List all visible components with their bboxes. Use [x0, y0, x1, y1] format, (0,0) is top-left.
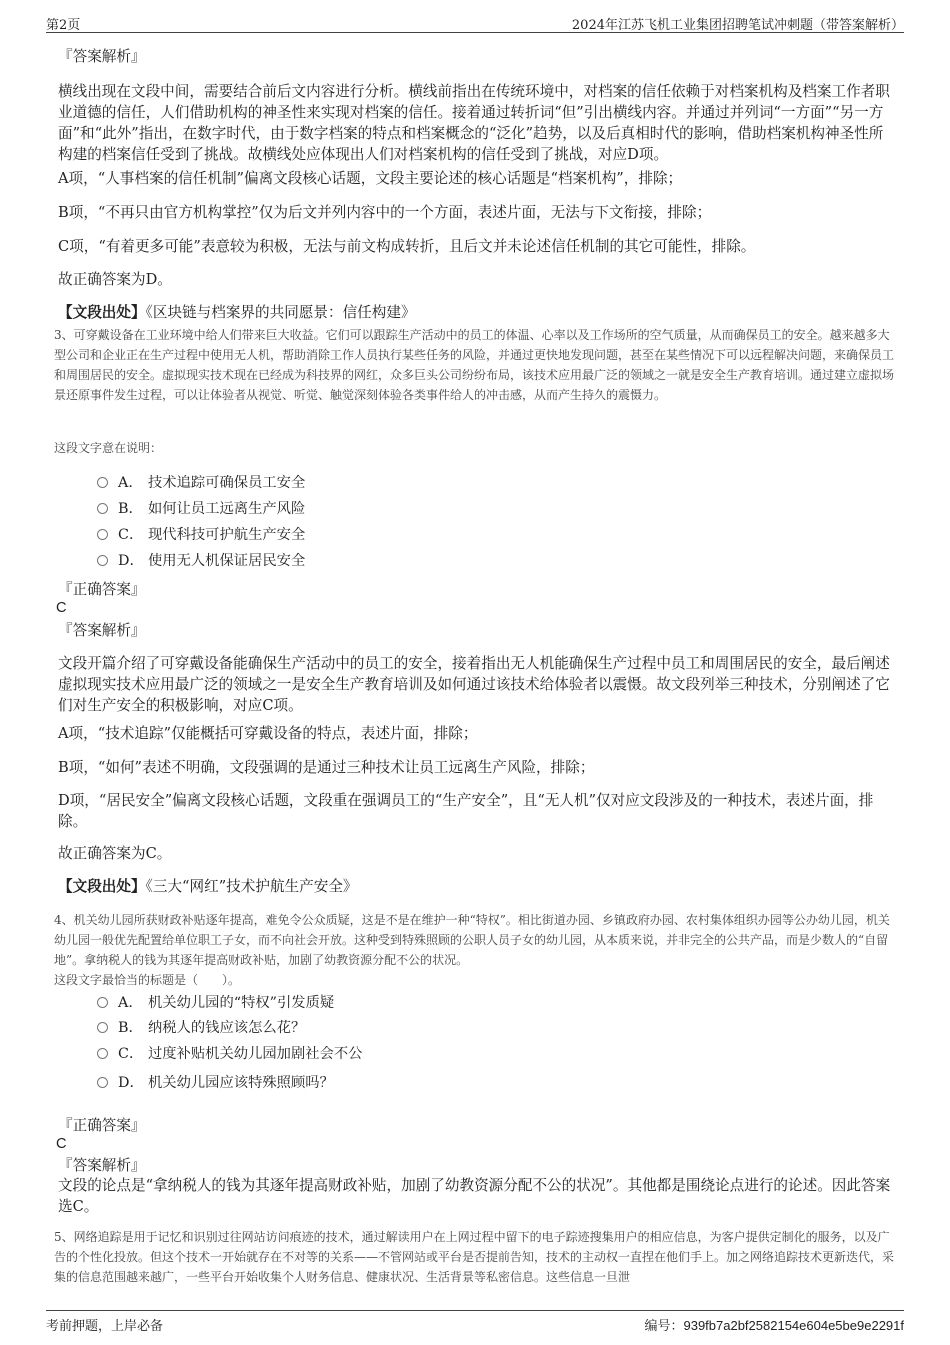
- q2-option-b-analysis: B项，“不再只由官方机构掌控”仅为后文并列内容中的一个方面，表述片面，无法与下文衔接，排除；: [58, 204, 712, 221]
- footer-slogan: 考前押题，上岸必备: [46, 1319, 164, 1334]
- q4-answer: C: [56, 1136, 67, 1152]
- q3-option-b[interactable]: B． 如何让员工远离生产风险: [97, 499, 305, 519]
- q2-option-c-analysis: C项，“有着更多可能”表意较为积极，无法与前文构成转折，且后文并未论述信任机制的其它可能性，排除。: [58, 238, 756, 255]
- footer-code: 编号：939fb7a2bf2582154e604e5be9e2291f: [644, 1318, 904, 1334]
- radio-icon[interactable]: [97, 555, 108, 566]
- page-header: [46, 12, 904, 33]
- q4-analysis-label: 『答案解析』: [58, 1157, 146, 1174]
- q2-source: [58, 302, 416, 323]
- q3-stem: 3、可穿戴设备在工业环境中给人们带来巨大收益。它们可以跟踪生产活动中的员工的体温、心率以及工作场所的空气质量，从而确保员工的安全。越来越多大型公司和企业正在生产过程中使用无人机，帮助消除工作人员执行某些任务的风险，并通过更快地发现问题，甚至在某些情况下可以远程解决问题，来确保员工和周围居民的安全。虚拟现实技术现在已经成为科技界的网红，众多巨头公司纷纷布局，该技术应用最广泛的领域之一就是安全生产教育培训。通过建立虚拟场景还原事件发生过程，可以让体验者从视觉、听觉、触觉深刻体验各类事件给人的冲击感，从而产生持久的震慑力。: [54, 328, 895, 402]
- page-footer: [46, 1310, 904, 1335]
- q3-option-b-analysis: B项，“如何”表述不明确，文段强调的是通过三种技术让员工远离生产风险，排除；: [58, 759, 595, 776]
- q4-question: 这段文字最恰当的标题是（ ）。: [54, 973, 241, 987]
- q3-option-d[interactable]: D． 使用无人机保证居民安全: [97, 551, 305, 571]
- radio-icon[interactable]: [97, 997, 108, 1008]
- doc-title: 2024年江苏飞机工业集团招聘笔试冲刺题（带答案解析）: [571, 18, 904, 33]
- q3-source-label: 【文段出处】: [58, 878, 146, 895]
- q2-option-a-analysis: A项，“人事档案的信任机制”偏离文段核心话题，文段主要论述的核心话题是“档案机构”，排除；: [58, 170, 683, 187]
- q3-answer: C: [56, 600, 67, 616]
- radio-icon[interactable]: [97, 1077, 108, 1088]
- radio-icon[interactable]: [97, 503, 108, 514]
- q3-analysis: 文段开篇介绍了可穿戴设备能确保生产活动中的员工的安全，接着指出无人机能确保生产过程中员工和周围居民的安全，最后阐述虚拟现实技术应用最广泛的领域之一是安全生产教育培训及如何通过该技术给体验者以震慑。故文段列举三种技术，分别阐述了它们对生产安全的积极影响，对应C项。: [58, 655, 890, 714]
- q3-source-title: 《三大“网红”技术护航生产安全》: [145, 878, 358, 895]
- q2-analysis-label: 『答案解析』: [58, 48, 146, 65]
- q2-source-label: 【文段出处】: [58, 304, 146, 321]
- q4-option-b[interactable]: B． 纳税人的钱应该怎么花？: [97, 1018, 305, 1038]
- q5-stem: 5、网络追踪是用于记忆和识别过往网站访问痕迹的技术，通过解读用户在上网过程中留下的电子踪迹搜集用户的相应信息，为客户提供定制化的服务，以及广告的个性化投放。但这个技术一开始就存在不对等的关系——不管网站或平台是否提前告知，技术的主动权一直捏在他们手上。加之网络追踪技术更新迭代，采集的信息范围越来越广，一些平台开始收集个人财务信息、健康状况、生活背景等私密信息。这些信息一旦泄: [54, 1230, 895, 1284]
- q3-option-a-analysis: A项，“技术追踪”仅能概括可穿戴设备的特点，表述片面，排除；: [58, 725, 478, 742]
- radio-icon[interactable]: [97, 1048, 108, 1059]
- q2-final-answer: 故正确答案为D。: [58, 271, 172, 288]
- q3-final-answer: 故正确答案为C。: [58, 845, 172, 862]
- q4-stem: 4、机关幼儿园所获财政补贴逐年提高，难免令公众质疑，这是不是在维护一种“特权”。相比街道办园、乡镇政府办园、农村集体组织办园等公办幼儿园，机关幼儿园一般优先配置给单位职工子女，而不向社会开放。这种受到特殊照顾的公职人员子女的幼儿园，从本质来说，并非完全的公共产品，而是少数人的“自留地”。拿纳税人的钱为其逐年提高财政补贴，加剧了幼教资源分配不公的状况。: [54, 913, 890, 967]
- page-number: 第2页: [46, 18, 81, 33]
- q3-option-c[interactable]: C． 现代科技可护航生产安全: [97, 525, 305, 545]
- q4-analysis: 文段的论点是“拿纳税人的钱为其逐年提高财政补贴，加剧了幼教资源分配不公的状况”。其他都是围绕论点进行的论述。因此答案选C。: [58, 1177, 891, 1215]
- radio-icon[interactable]: [97, 529, 108, 540]
- q3-question: 这段文字意在说明：: [54, 441, 163, 455]
- q3-analysis-label: 『答案解析』: [58, 622, 146, 639]
- q4-answer-label: 『正确答案』: [58, 1117, 146, 1134]
- q2-analysis: 横线出现在文段中间，需要结合前后文内容进行分析。横线前指出在传统环境中，对档案的信任依赖于对档案机构及档案工作者职业道德的信任，人们借助机构的神圣性来实现对档案的信任。接着通过转折词“但”引出横线内容。并通过并列词“一方面”“另一方面”和“此外”指出，在数字时代，由于数字档案的特点和档案概念的“泛化”趋势，以及后真相时代的影响，借助档案机构神圣性所构建的档案信任受到了挑战。故横线处应体现出人们对档案机构的信任受到了挑战，对应D项。: [58, 83, 890, 163]
- q3-option-a[interactable]: A． 技术追踪可确保员工安全: [97, 473, 305, 493]
- radio-icon[interactable]: [97, 1022, 108, 1033]
- q3-answer-label: 『正确答案』: [58, 581, 146, 598]
- radio-icon[interactable]: [97, 477, 108, 488]
- q4-option-d[interactable]: D． 机关幼儿园应该特殊照顾吗？: [97, 1073, 334, 1093]
- q4-option-c[interactable]: C． 过度补贴机关幼儿园加剧社会不公: [97, 1044, 362, 1064]
- q4-option-a[interactable]: A． 机关幼儿园的“特权”引发质疑: [97, 993, 334, 1013]
- q3-source: [58, 876, 358, 897]
- q3-option-d-analysis: D项，“居民安全”偏离文段核心话题，文段重在强调员工的“生产安全”，且“无人机”仅对应文段涉及的一种技术，表述片面，排除。: [58, 792, 874, 830]
- q2-source-title: 《区块链与档案界的共同愿景：信任构建》: [145, 304, 416, 321]
